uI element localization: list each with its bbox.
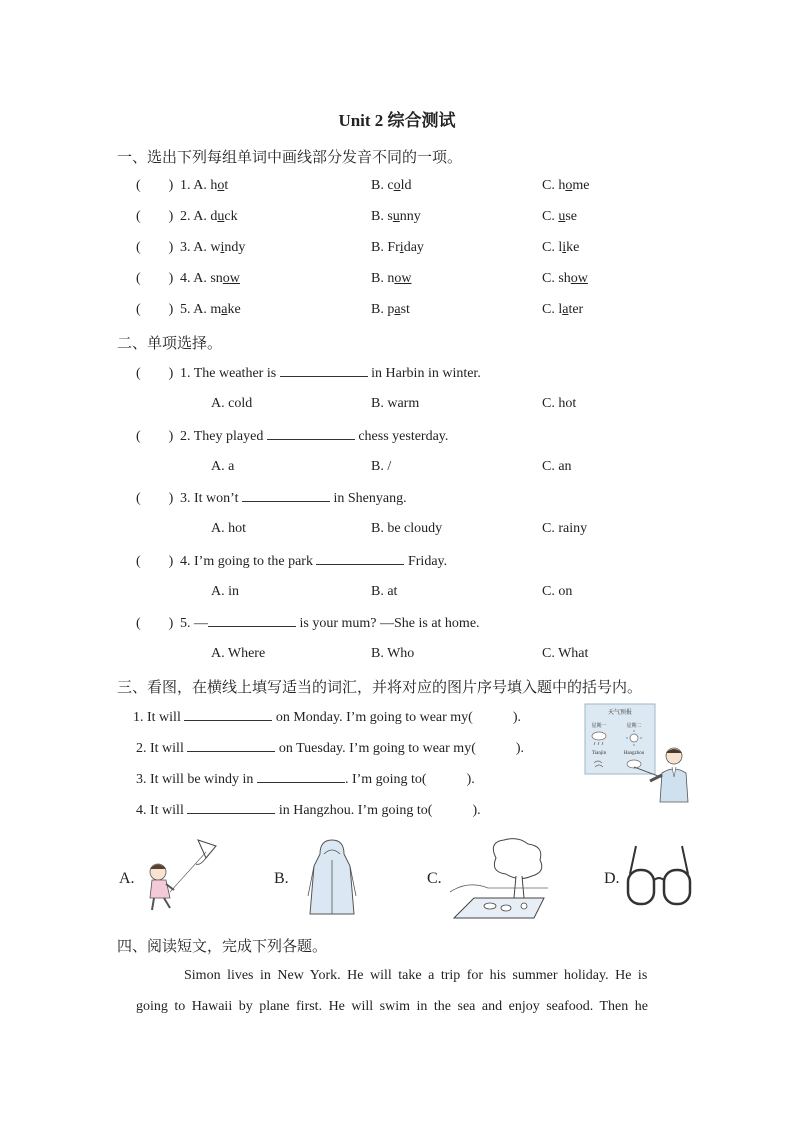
option-b: B. at [371, 584, 398, 599]
option-b: B. be cloudy [371, 521, 443, 536]
raincoat-icon [308, 840, 356, 914]
underlined-letters: o [393, 178, 401, 193]
section2-heading: 二、单项选择。 [117, 336, 223, 352]
fill-blank[interactable] [187, 739, 275, 752]
question-number: 4. [180, 271, 191, 286]
answer-bracket[interactable]: ( ) [136, 491, 174, 506]
option-c: C. use [542, 209, 578, 224]
kite-girl-picture [140, 836, 220, 920]
question-number: 1. [133, 710, 144, 725]
question-number: 3. [180, 240, 191, 255]
option-c: C. rainy [542, 521, 588, 536]
option-b: B. sunny [371, 209, 421, 224]
option-a: A. in [211, 584, 239, 599]
fill-blank[interactable] [257, 770, 345, 783]
fill-blank[interactable] [184, 708, 272, 721]
fill-blank[interactable] [208, 614, 296, 627]
question-number: 4. [136, 803, 147, 818]
question-number: 1. [180, 366, 191, 381]
question-row: ( ) 5. A. make [136, 302, 241, 317]
fill-blank[interactable] [267, 427, 355, 440]
underlined-letters: ow [222, 271, 240, 286]
question-number: 2. [136, 741, 147, 756]
question-row: ( ) 4. I’m going to the park Friday. [136, 554, 448, 569]
answer-bracket[interactable]: ( ) [136, 209, 174, 224]
option-c: C. What [542, 646, 589, 661]
forecast-city1: Tianjin [591, 751, 607, 756]
passage-line-2: going to Hawaii by plane first. He will swim in the sea and enjoy seafood. Then he [136, 999, 648, 1014]
underlined-letters: a [394, 302, 401, 317]
raincoat-picture [304, 836, 360, 920]
picture-c-label: C. [427, 870, 442, 887]
fill-in-row: 2. It will on Tuesday. I’m going to wear my( ). [136, 741, 525, 756]
question-row: ( ) 2. A. duck [136, 209, 238, 224]
answer-bracket[interactable]: ( ) [136, 178, 174, 193]
answer-bracket[interactable]: ( ) [136, 271, 174, 286]
cloudy-icon [627, 760, 641, 768]
option-b: B. warm [371, 396, 420, 411]
question-row: ( ) 1. A. hot [136, 178, 229, 193]
option-a: A. hot [211, 521, 246, 536]
forecast-mon: 星期一 [591, 724, 607, 729]
question-row: ( ) 3. It won’t in Shenyang. [136, 491, 407, 506]
option-b: B. past [371, 302, 410, 317]
answer-bracket[interactable]: ( ) [136, 616, 174, 631]
answer-bracket[interactable]: ( ) [136, 302, 174, 317]
picture-d-label: D. [604, 870, 620, 887]
question-row: ( ) 5. — is your mum? —She is at home. [136, 616, 480, 631]
option-c: C. like [542, 240, 580, 255]
option-b: B. cold [371, 178, 412, 193]
question-row: ( ) 2. They played chess yesterday. [136, 429, 449, 444]
question-row: ( ) 4. A. snow [136, 271, 240, 286]
underlined-letters: i [562, 240, 567, 255]
option-b: B. / [371, 459, 392, 474]
forecast-city2: Hangzhou [623, 751, 645, 756]
underlined-letters: ow [570, 271, 588, 286]
underlined-letters: u [558, 209, 566, 224]
underlined-letters: u [392, 209, 400, 224]
underlined-letters: ow [394, 271, 412, 286]
picnic-picture [448, 836, 552, 920]
question-number: 5. [180, 616, 191, 631]
forecast-title: 天气预报 [607, 710, 633, 716]
answer-bracket[interactable]: ( ) [136, 366, 174, 381]
answer-bracket[interactable]: ( ) [136, 554, 174, 569]
question-row: ( ) 3. A. windy [136, 240, 246, 255]
picture-a-label: A. [119, 870, 135, 887]
underlined-letters: a [221, 302, 228, 317]
question-number: 4. [180, 554, 191, 569]
fill-blank[interactable] [280, 364, 368, 377]
question-number: 2. [180, 209, 191, 224]
answer-bracket[interactable]: ( ) [136, 429, 174, 444]
question-number: 3. [136, 772, 147, 787]
passage-line-1: Simon lives in New York. He will take a trip for his summer holiday. He is [184, 968, 648, 983]
underlined-letters: a [562, 302, 569, 317]
underlined-letters: u [217, 209, 225, 224]
option-b: B. Friday [371, 240, 424, 255]
underlined-letters: i [220, 240, 225, 255]
question-number: 1. [180, 178, 191, 193]
tree-icon [493, 839, 541, 898]
option-b: B. Who [371, 646, 415, 661]
fill-in-row: 3. It will be windy in . I’m going to( ). [136, 772, 475, 787]
fill-blank[interactable] [187, 801, 275, 814]
fill-blank[interactable] [316, 552, 404, 565]
weather-forecast-illustration [584, 703, 694, 803]
section4-heading: 四、阅读短文，完成下列各题。 [117, 939, 328, 955]
option-c: C. later [542, 302, 584, 317]
question-number: 5. [180, 302, 191, 317]
option-c: C. home [542, 178, 590, 193]
section1-heading: 一、选出下列每组单词中画线部分发音不同的一项。 [117, 150, 463, 166]
page-title: Unit 2 综合测试 [338, 111, 456, 130]
picture-b-label: B. [274, 870, 289, 887]
picnic-blanket-icon [454, 898, 544, 918]
option-c: C. on [542, 584, 573, 599]
option-a: A. cold [211, 396, 253, 411]
forecast-tue: 星期二 [626, 724, 642, 729]
fill-in-row: 4. It will in Hangzhou. I’m going to( ). [136, 803, 481, 818]
fill-in-row: 1. It will on Monday. I’m going to wear my( ). [133, 710, 522, 725]
underlined-letters: o [217, 178, 225, 193]
option-b: B. now [371, 271, 412, 286]
option-a: A. a [211, 459, 235, 474]
option-c: C. an [542, 459, 572, 474]
option-c: C. show [542, 271, 588, 286]
underlined-letters: i [399, 240, 404, 255]
question-number: 2. [180, 429, 191, 444]
fill-blank[interactable] [242, 489, 330, 502]
sunglasses-icon [628, 846, 690, 904]
option-a: A. Where [211, 646, 266, 661]
answer-bracket[interactable]: ( ) [136, 240, 174, 255]
question-number: 3. [180, 491, 191, 506]
question-row: ( ) 1. The weather is in Harbin in winter. [136, 366, 481, 381]
sunglasses-picture [624, 840, 694, 912]
option-c: C. hot [542, 396, 577, 411]
underlined-letters: o [565, 178, 573, 193]
section3-heading: 三、看图，在横线上填写适当的词汇，并将对应的图片序号填入题中的括号内。 [117, 680, 643, 696]
